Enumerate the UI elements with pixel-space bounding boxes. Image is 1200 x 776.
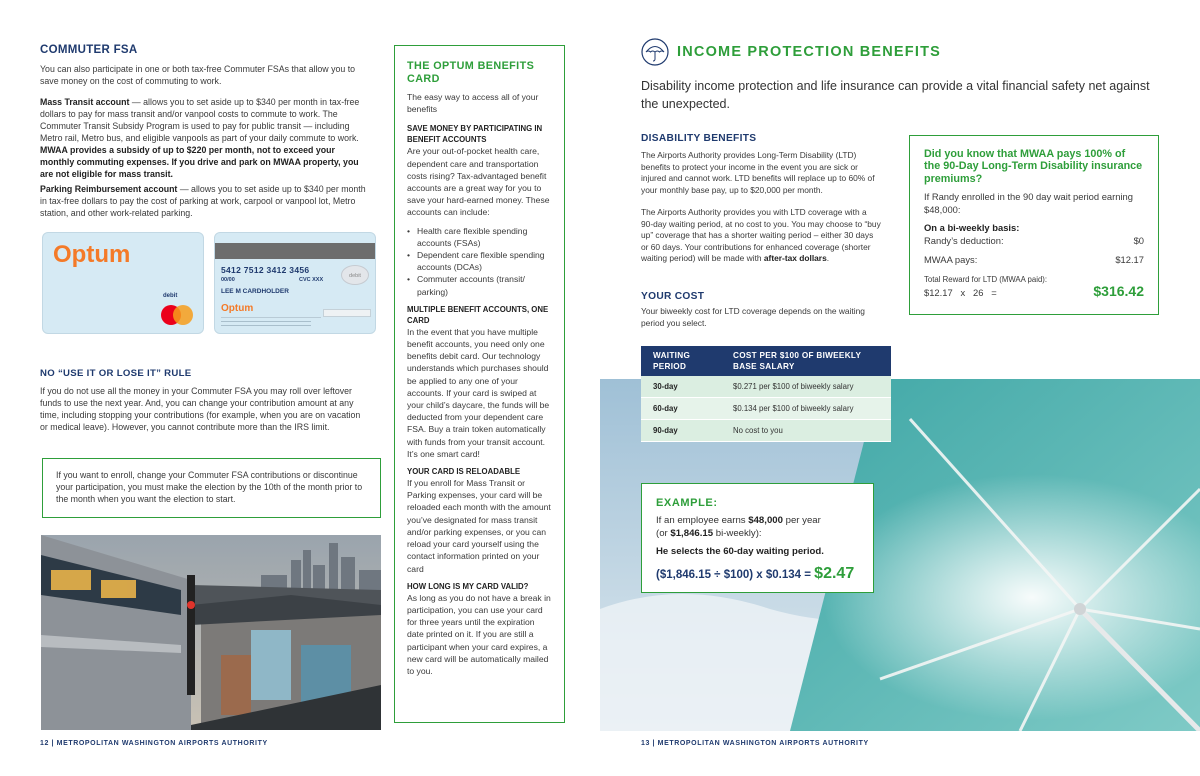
- example-box: [641, 483, 874, 593]
- mass-transit-subsidy: MWAA provides a subsidy of up to $220 per month, not to exceed your monthly commuting expenses. If you drive and park on MWAA property, you are not eligible for mass transit.: [40, 145, 359, 179]
- deduction-label: Randy’s deduction:: [924, 234, 1004, 246]
- waiting-period-header: WAITING PERIOD: [641, 346, 721, 376]
- mwaa-pays-row: [924, 254, 1144, 267]
- disability-p2-end: .: [826, 253, 830, 264]
- example-line-2: [656, 528, 859, 541]
- table-row: [641, 376, 891, 398]
- card-cvc: CVC XXX: [299, 277, 324, 283]
- list-item: • Health care flexible spending accounts (FSAs): [407, 225, 553, 249]
- optum-benefits-card-box: [394, 45, 565, 723]
- enrollment-note-box: [42, 458, 381, 518]
- did-you-know-box: [909, 135, 1159, 315]
- cost-cell: $0.134 per $100 of biweekly salary: [721, 398, 891, 420]
- example-l1-text: If an employee earns: [656, 515, 749, 526]
- optum-box-intro: The easy way to access all of your benefits: [407, 92, 539, 115]
- example-calculation: [656, 565, 859, 583]
- example-salary: $48,000: [748, 515, 783, 526]
- deduction-row: [924, 235, 1144, 248]
- mass-transit-text: — allows you to set aside up to $340 per month in tax-free dollars to pay for mass transit and/or vanpool costs to commute to work. The Commuter Transit Subsidy Program is used to pay for public transit — including Metro rail, Metro bus, and eligible vanpools as part of your daily commute to work.: [40, 97, 360, 143]
- optum-card-illustration: [42, 232, 378, 334]
- example-l1-end: per year: [782, 515, 821, 526]
- card-valid-body: As long as you do not have a break in participation, you can use your card for three years until the expiration date printed on it. If you are still a participant when your card expires, a new card will be automatically mailed to you.: [407, 592, 551, 676]
- train-photo-illustration: [41, 535, 381, 730]
- example-result: $2.47: [814, 564, 855, 582]
- example-title: EXAMPLE:: [656, 497, 718, 509]
- debit-hologram: debit: [341, 265, 369, 285]
- card-expiry: 00/00: [221, 277, 235, 283]
- cost-header: COST PER $100 OF BIWEEKLY BASE SALARY: [721, 346, 891, 376]
- no-use-it-heading: NO “USE IT OR LOSE IT” RULE: [40, 368, 192, 379]
- magnetic-stripe: [215, 243, 375, 259]
- enrollment-note-text: If you want to enroll, change your Commuter FSA contributions or discontinue your participation, you must make the election by the 10th of the month prior to the month when you want the election to start.: [56, 470, 363, 504]
- signature-strip: [323, 309, 371, 317]
- mwaa-pays-value: $12.17: [1115, 254, 1144, 266]
- did-you-know-question: Did you know that MWAA pays 100% of the 90-Day Long-Term Disability insurance premiums?: [924, 148, 1143, 185]
- card-back: [214, 232, 376, 334]
- no-use-it-body: If you do not use all the money in your Commuter FSA you may roll over leftover funds to use the next year. And, you can change your contribution amount at any time, including stopping your contributions (for example, when you are on vacation or medical leave). However, you cannot contribute more than the IRS limit.: [40, 386, 361, 432]
- commuter-fsa-intro: You can also participate in one or both tax-free Commuter FSAs that allow you to save money on the cost of commuting to work.: [40, 64, 356, 86]
- disability-paragraph-1: The Airports Authority provides Long-Term Disability (LTD) benefits to protect your income in the event you are sick or injured and cannot work. LTD benefits will replace up to 60% of your monthly base pay, up to $20,000 per month.: [641, 150, 875, 195]
- disability-paragraph-2: [641, 207, 881, 265]
- card-fine-print: [221, 317, 321, 329]
- after-tax-dollars: after-tax dollars: [763, 253, 827, 264]
- parking-lead: Parking Reimbursement account: [40, 184, 178, 194]
- multiple-accounts-body: In the event that you have multiple benefit accounts, you need only one benefits debit card. Our technology understands which purchases should be applied to any one of your accounts. If your card is swiped at your child’s daycare, the funds will be deducted from your dependent care FSA. Buy a train token automatically with funds from your transit account. It’s one smart card!: [407, 326, 550, 459]
- debit-label: debit: [163, 293, 178, 299]
- total-reward-row: [924, 282, 1144, 300]
- total-reward-value: $316.42: [1093, 282, 1144, 299]
- account-types-list: [407, 225, 553, 298]
- cost-cell: No cost to you: [721, 420, 891, 442]
- table-row: [641, 398, 891, 420]
- umbrella-icon: [641, 38, 669, 66]
- optum-logo: Optum: [53, 241, 131, 268]
- biweekly-basis-label: On a bi-weekly basis:: [924, 222, 1020, 234]
- optum-logo-back: Optum: [221, 303, 254, 314]
- example-l2-text: (or: [656, 527, 671, 539]
- list-item: • Dependent care flexible spending accounts (DCAs): [407, 249, 553, 273]
- example-selection: He selects the 60-day waiting period.: [656, 546, 824, 557]
- example-l2-end: bi-weekly):: [713, 527, 762, 539]
- did-you-know-lead: If Randy enrolled in the 90 day wait period earning $48,000:: [924, 191, 1133, 215]
- reloadable-body: If you enroll for Mass Transit or Parking expenses, your card will be reloaded each month with the amount you’ve designated for mass transit and/or parking expenses, or you can reload your card yourself using the contact information printed on your card: [407, 478, 551, 574]
- card-valid-heading: HOW LONG IS MY CARD VALID?: [407, 581, 529, 591]
- disability-p2-text: The Airports Authority provides you with LTD coverage with a 90-day waiting period, at no cost to you. You may choose to “buy up” coverage that has a shorter waiting period – either 30 days or 60 days. Your contributions for enhanced coverage (shorter waiting period) will be made with: [641, 207, 881, 264]
- reloadable-heading: YOUR CARD IS RELOADABLE: [407, 467, 521, 477]
- your-cost-heading: YOUR COST: [641, 291, 705, 302]
- period-cell: 30-day: [641, 376, 721, 398]
- card-holder: LEE M CARDHOLDER: [221, 288, 289, 295]
- period-cell: 60-day: [641, 398, 721, 420]
- example-line-1: [656, 515, 859, 528]
- mass-transit-paragraph: [40, 96, 370, 180]
- cost-cell: $0.271 per $100 of biweekly salary: [721, 376, 891, 398]
- parking-text: — allows you to set aside up to $340 per month in tax-free dollars to pay the cost of parking at work, carpool or vanpool lot, Metro station, and other work-related parking.: [40, 184, 366, 218]
- table-row: [641, 420, 891, 442]
- your-cost-body: Your biweekly cost for LTD coverage depends on the waiting period you select.: [641, 306, 865, 328]
- table-header-row: [641, 346, 891, 376]
- page-footer-left: 12 | METROPOLITAN WASHINGTON AIRPORTS AUTHORITY: [40, 740, 268, 747]
- example-biweekly: $1,846.15: [670, 527, 714, 539]
- income-protection-intro: Disability income protection and life insurance can provide a vital financial safety net against the unexpected.: [641, 79, 1150, 111]
- deduction-value: $0: [1133, 234, 1144, 246]
- card-number: 5412 7512 3412 3456: [221, 265, 310, 275]
- parking-paragraph: [40, 183, 370, 219]
- mastercard-icon: [161, 305, 195, 325]
- commuter-fsa-heading: COMMUTER FSA: [40, 44, 138, 56]
- ltd-cost-table: [641, 346, 891, 442]
- total-reward-label: Total Reward for LTD (MWAA paid):: [924, 274, 1048, 284]
- mwaa-pays-label: MWAA pays:: [924, 254, 978, 266]
- page-footer-right: 13 | METROPOLITAN WASHINGTON AIRPORTS AUTHORITY: [641, 740, 869, 747]
- optum-box-title: THE OPTUM BENEFITS CARD: [407, 60, 535, 85]
- list-item: • Commuter accounts (transit/ parking): [407, 273, 553, 297]
- disability-benefits-heading: DISABILITY BENEFITS: [641, 133, 757, 144]
- multiple-accounts-heading: MULTIPLE BENEFIT ACCOUNTS, ONE CARD: [407, 304, 549, 325]
- card-front: [42, 232, 204, 334]
- commuter-train-photo: [41, 535, 381, 730]
- mass-transit-lead: Mass Transit account: [40, 97, 130, 107]
- save-money-heading: SAVE MONEY BY PARTICIPATING IN BENEFIT ACCOUNTS: [407, 124, 543, 145]
- example-formula: ($1,846.15 ÷ $100) x $0.134 =: [656, 568, 815, 581]
- period-cell: 90-day: [641, 420, 721, 442]
- save-money-body: Are your out-of-pocket health care, dependent care and transportation costs rising? Tax-advantaged benefit accounts are a great way for you to save your hard-earned money. These accounts can include:: [407, 146, 550, 218]
- income-protection-title: INCOME PROTECTION BENEFITS: [677, 44, 942, 60]
- total-reward-calc: $12.17 x 26 =: [924, 286, 997, 298]
